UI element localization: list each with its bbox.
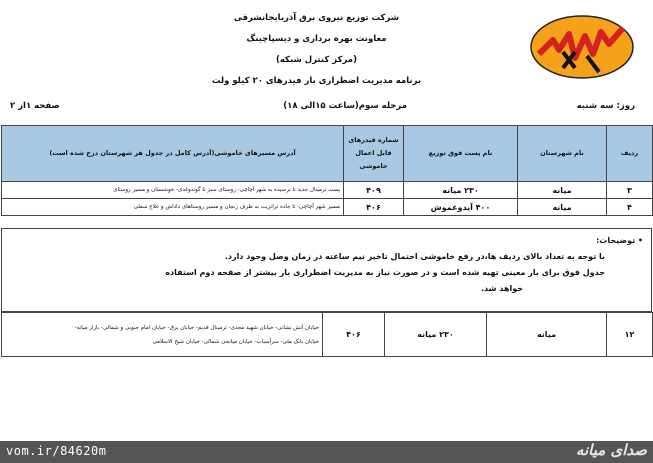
header-feeders: شماره فیدرهای قابل اعمال خاموشی (344, 126, 404, 182)
table-header-row (2, 126, 653, 182)
deputy-name: معاونت بهره برداری و دیسپاچینگ (246, 34, 387, 44)
header-city: نام شهرستان (518, 126, 607, 182)
stage-label: مرحله سوم(ساعت ۱۵الی ۱۸) (283, 101, 407, 111)
footer-bar (0, 441, 653, 463)
second-blackout-table (1, 312, 653, 357)
row-route: پست ترمینال جدید تا ترسیده به شهر آچاچی- روستای سبز تا گوندوغدی- خوشستان و مسیر روستای (2, 182, 344, 199)
row-substation: ۲۳۰ میانه (385, 313, 487, 357)
page-number: صفحه ۱از ۲ (10, 101, 60, 111)
row-route: مسیر شهر آچاچی- تا جاده ترانزیت به طرف زنجان و مسیر روستاهای داداش و علاج سفلی (2, 199, 344, 216)
row-city: میانه (518, 182, 607, 199)
header-titles (120, 8, 513, 92)
header-route: آدرس مسیرهای خاموشی(آدرس کامل در جدول هر شهرستان درج شده است) (2, 126, 344, 182)
row-number: ۴ (607, 199, 653, 216)
company-name: شرکت توزیع نیروی برق آذربایجانشرقی (233, 13, 400, 23)
route-line: خیابان آتش نشانی- خیابان شهید مجدی- ترمینال قدیم- خیابان برق- خیابان امام جنوبی و شمالی- بازار میانه- (74, 324, 319, 331)
row-city: میانه (518, 199, 607, 216)
row-route (2, 313, 323, 357)
power-company-logo (529, 14, 635, 80)
notes-title: • توضیحات: (596, 236, 643, 245)
table-row (2, 199, 653, 216)
document-header (0, 0, 653, 122)
site-brand: صدای میانه (575, 441, 647, 459)
table-row (2, 313, 653, 357)
program-title: برنامه مدیریت اضطراری بار فیدرهای ۲۰ کیلو ولت (211, 76, 422, 86)
notes-line: خواهد شد. (480, 284, 523, 293)
row-feeders: ۴۰۶ (344, 199, 404, 216)
table-row (2, 182, 653, 199)
row-substation: ۲۳۰ میانه (404, 182, 518, 199)
header-row-number: ردیف (607, 126, 653, 182)
row-city: میانه (487, 313, 607, 357)
row-feeders: ۴۰۹ (344, 182, 404, 199)
header-substation: نام پست فوق توزیع (404, 126, 518, 182)
blackout-table (1, 125, 653, 216)
notes-line: جدول فوق برای بار معینی تهیه شده است و در صورت نیاز به مدیریت اضطراری بار بیشتر از صفحه دوم استفاده (165, 268, 605, 277)
row-number: ۳ (607, 182, 653, 199)
notes-box (1, 228, 652, 312)
row-substation: ۴۰۰ آیدوغموش (404, 199, 518, 216)
center-name: (مرکز کنترل شبکه) (276, 55, 357, 65)
short-url[interactable]: vom.ir/84620m (6, 444, 107, 458)
notes-line: با توجه به تعداد بالای ردیف ها،در رفع خاموشی احتمال تاخیر نیم ساعته در زمان وصل وجود دارد. (224, 252, 605, 261)
route-line: خیابان بانک ملی- سرآسیاب- خیابان میانجی شمالی- خیابان شیخ الاسلامی (152, 338, 319, 345)
day-label: روز: سه شنبه (576, 101, 635, 111)
row-number: ۱۲ (607, 313, 653, 357)
row-feeders: ۴۰۶ (323, 313, 385, 357)
